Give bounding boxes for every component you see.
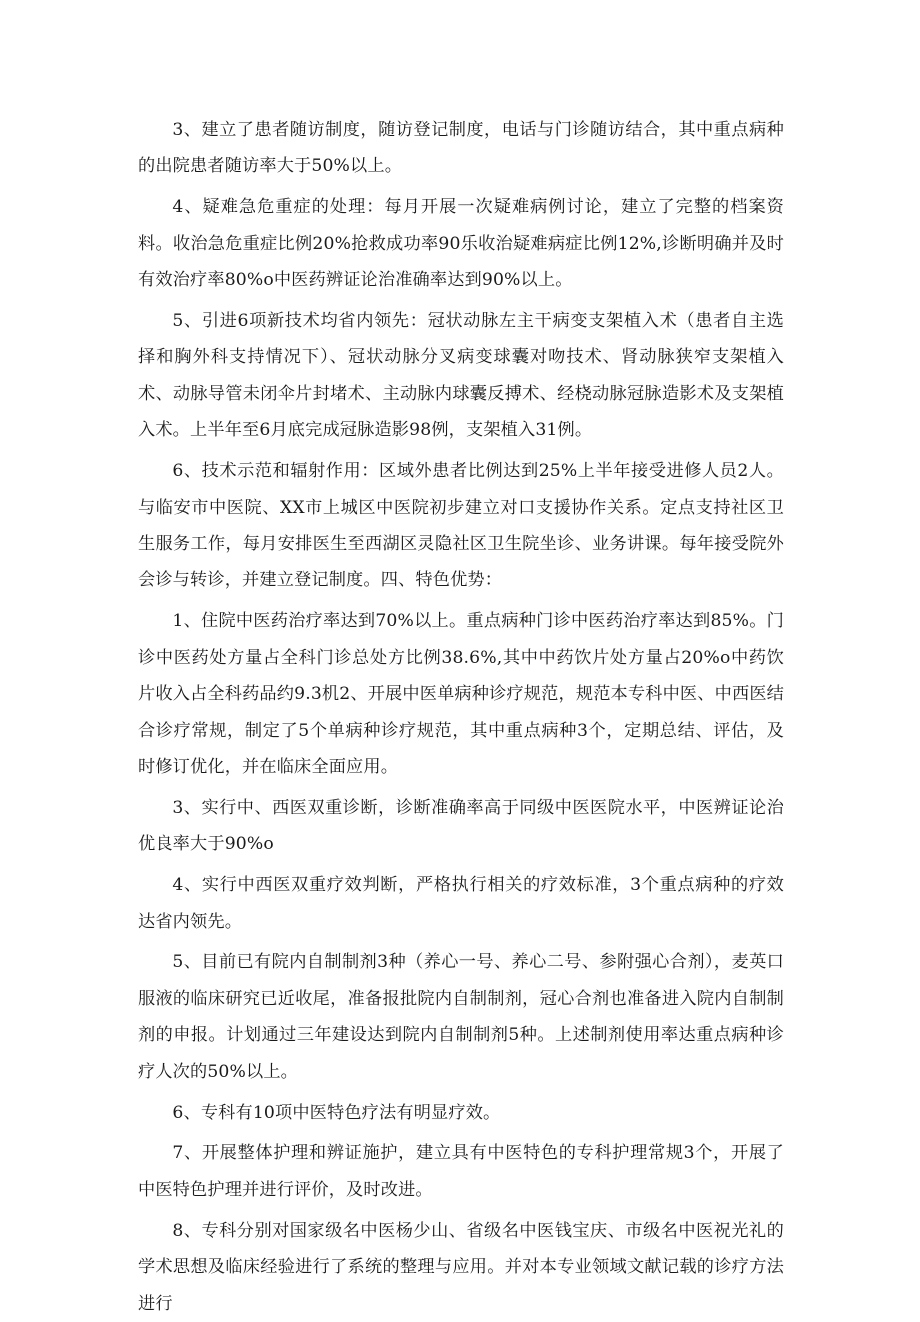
paragraph-famous-doctors: 8、专科分别对国家级名中医杨少山、省级名中医钱宝庆、市级名中医祝光礼的学术思想及临床经验进行了系统的整理与应用。并对本专业领域文献记载的诊疗方法进行 <box>138 1220 784 1314</box>
paragraph-new-techniques: 5、引进6项新技术均省内领先：冠状动脉左主干病变支架植入术（患者自主选择和胸外科支持情况下）、冠状动脉分叉病变球囊对吻技术、肾动脉狭窄支架植入术、动脉导管未闭伞片封堵术、主动脉内球囊反搏术、经桡动脉冠脉造影术及支架植入术。上半年至6月底完成冠脉造影98例，支架植入31例。 <box>138 311 784 441</box>
paragraph-dual-efficacy: 4、实行中西医双重疗效判断，严格执行相关的疗效标准，3个重点病种的疗效达省内领先。 <box>138 875 784 932</box>
paragraph-nursing: 7、开展整体护理和辨证施护，建立具有中医特色的专科护理常规3个，开展了中医特色护理并进行评价，及时改进。 <box>138 1143 784 1200</box>
paragraph-demonstration-radiation: 6、技术示范和辐射作用：区域外患者比例达到25%上半年接受进修人员2人。与临安市中医院、XX市上城区中医院初步建立对口支援协作关系。定点支持社区卫生服务工作，每月安排医生至西湖区灵隐社区卫生院坐诊、业务讲课。每年接受院外会诊与转诊，并建立登记制度。四、特色优势： <box>138 461 784 591</box>
document-body <box>138 112 784 1322</box>
paragraph-critical-cases: 4、疑难急危重症的处理：每月开展一次疑难病例讨论，建立了完整的档案资料。收治急危重症比例20%抢救成功率90乐收治疑难病症比例12%,诊断明确并及时有效治疗率80%o中医药辨证论治准确率达到90%以上。 <box>138 197 784 291</box>
paragraph-special-therapies: 6、专科有10项中医特色疗法有明显疗效。 <box>172 1102 501 1123</box>
paragraph-followup-system: 3、建立了患者随访制度，随访登记制度，电话与门诊随访结合，其中重点病种的出院患者随访率大于50%以上。 <box>138 120 784 177</box>
paragraph-tcm-treatment-rate: 1、住院中医药治疗率达到70%以上。重点病种门诊中医药治疗率达到85%。门诊中医药处方量占全科门诊总处方比例38.6%,其中中药饮片处方量占20%o中药饮片收入占全科药品约9.3机2、开展中医单病种诊疗规范，规范本专科中医、中西医结合诊疗常规，制定了5个单病种诊疗规范，其中重点病种3个，定期总结、评估，及时修订优化，并在临床全面应用。 <box>138 611 784 777</box>
paragraph-dual-diagnosis: 3、实行中、西医双重诊断，诊断准确率高于同级中医医院水平，中医辨证论治优良率大于90%o <box>138 797 784 855</box>
paragraph-in-house-preparations: 5、目前已有院内自制制剂3种（养心一号、养心二号、参附强心合剂），麦英口服液的临床研究已近收尾，准备报批院内自制制剂，冠心合剂也准备进入院内自制制剂的申报。计划通过三年建设达到院内自制制剂5种。上述制剂使用率达重点病种诊疗人次的50%以上。 <box>138 952 784 1082</box>
